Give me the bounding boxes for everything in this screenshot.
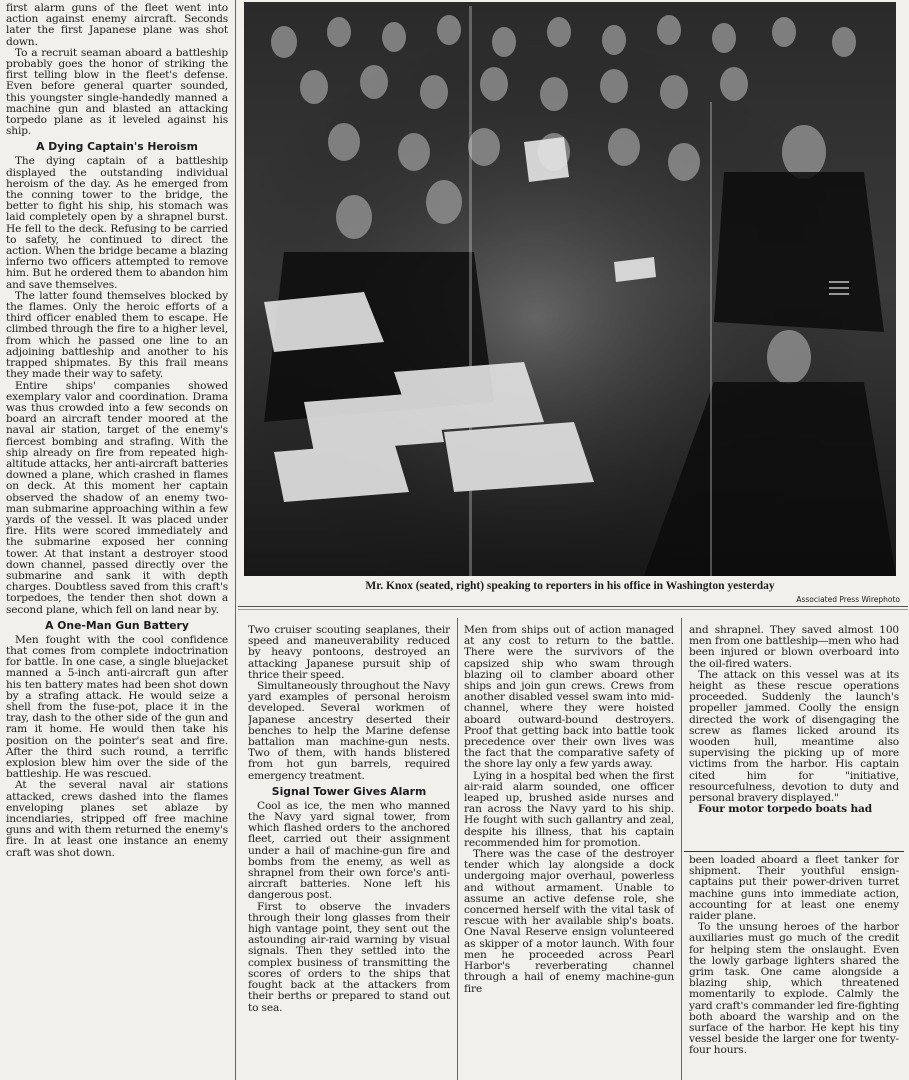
article-paragraph: The dying captain of a battleship displayed the outstanding individual heroism of the day. As he emerged from the conning tower to the bridge, the better to fight his ship, his stomach was laid completely open by a shrapnel burst. He fell to the deck. Refusing to be carried to safety, he continued to direct the action. When the bridge became a blazing inferno two officers attempted to remove him. But he ordered them to abandon him and save themselves. bbox=[6, 155, 228, 291]
subheading-signal-tower: Signal Tower Gives Alarm bbox=[271, 784, 427, 798]
article-paragraph: The attack on this vessel was at its height as these rescue operations proceeded. Suddenly the launch's propeller jammed. Coolly the ensign directed the work of disengaging the screw as flames licked around its wooden hull, meantime also supervising the picking up of more victims from the harbor. His captain cited him for "initiative, resourcefulness, devotion to duty and personal bravery displayed." bbox=[689, 668, 899, 805]
photo-credit: Associated Press Wirephoto bbox=[796, 595, 900, 604]
article-paragraph: Men fought with the cool confidence that comes from complete indoctrination for battle. In one case, a single bluejacket manned a 5-inch anti-aircraft gun after his ten battery mates had been shot down by a strafing attack. He would seize a shell from the fuse-pot, place it in the tray, dash to the other side of the gun and ram it home. He would then take his position on the pointer's seat and fire. After the third such round, a terrific explosion blew him over the side of the battleship. He was rescued. bbox=[6, 633, 228, 781]
article-paragraph: Simultaneously throughout the Navy yard examples of personal heroism developed. Several workmen of Japanese ancestry deserted their benches to help the Marine defense battalion man machine-gun nests. Two of them, with hands blistered from hot gun barrels, required emergency treatment. bbox=[248, 680, 450, 782]
article-paragraph: Two cruiser scouting seaplanes, their speed and maneuverability reduced by heavy pontoons, destroyed an attacking Japanese pursuit ship of thrice their speed. bbox=[248, 625, 450, 681]
article-paragraph: At the several naval air stations attacked, crews dashed into the flames enveloping planes set ablaze by incendiaries, stripped off free machine guns and with them returned the enemy's fire. In at least one instance an enemy craft was shot down. bbox=[6, 779, 228, 859]
column-rule bbox=[681, 618, 682, 1080]
news-photo-knox-press-conference bbox=[244, 2, 896, 576]
column-4-continued bbox=[689, 855, 899, 1077]
column-rule bbox=[235, 0, 236, 1080]
article-paragraph: first alarm guns of the fleet went into action against enemy aircraft. Seconds later the first Japanese plane was shot down. bbox=[6, 3, 228, 48]
column-1 bbox=[6, 3, 228, 1078]
article-paragraph: To the unsung heroes of the harbor auxiliaries must go much of the credit for helping stem the onslaught. Even the lowly garbage lighters shared the grim task. One came alongside a blazing ship, which threatened momentarily to explode. Calmly the yard craft's commander led fire-fighting both aboard the warship and on the surface of the harbor. He kept his tiny vessel beside the larger one for twenty-four hours. bbox=[689, 921, 899, 1057]
subheading-one-man-gun: A One-Man Gun Battery bbox=[45, 618, 189, 632]
photo-bottom-rule-2 bbox=[238, 609, 908, 610]
article-paragraph: and shrapnel. They saved almost 100 men from one battleship—men who had been injured or blown overboard into the oil-fired waters. bbox=[689, 625, 899, 670]
column-rule bbox=[457, 618, 458, 1080]
article-paragraph: Lying in a hospital bed when the first air-raid alarm sounded, one officer leaped up, brushed aside nurses and ran across the Navy yard to his ship. He fought with such gallantry and zeal, despite his illness, that his captain recommended him for promotion. bbox=[464, 769, 674, 849]
column-3 bbox=[464, 625, 674, 1077]
article-paragraph: There was the case of the destroyer tender which lay alongside a dock undergoing major overhaul, powerless and without armament. Unable to assume an active defense role, she concerned herself with the vital task of rescue with her available ship's boats. One Naval Reserve ensign volunteered as skipper of a motor launch. With four men he proceeded across Pearl Harbor's reverberating channel through a hail of enemy machine-gun fire bbox=[464, 848, 674, 995]
column-2 bbox=[248, 625, 450, 1077]
article-paragraph: been loaded aboard a fleet tanker for shipment. Their youthful ensign-captains put their power-driven turret machine guns into immediate action, accounting for at least one enemy raider plane. bbox=[689, 855, 899, 923]
article-paragraph: To a recruit seaman aboard a battleship probably goes the honor of striking the first telling blow in the fleet's defense. Even before general quarter sounded, this youngster single-handedly manned a machine gun and blasted an attacking torpedo plane as it leveled against his ship. bbox=[6, 46, 228, 138]
article-paragraph: Cool as ice, the men who manned the Navy yard signal tower, from which flashed orders to the anchored fleet, carried out their assignment under a hail of machine-gun fire and bombs from the enemy, as well as shrapnel from their own force's anti-aircraft batteries. None left his dangerous post. bbox=[248, 799, 450, 902]
photo-image bbox=[244, 2, 896, 576]
column-4 bbox=[689, 625, 899, 850]
article-paragraph: Four motor torpedo boats had bbox=[698, 803, 872, 816]
article-paragraph: Men from ships out of action managed at any cost to return to the battle. There were the survivors of the capsized ship who swam through blazing oil to clamber aboard other ships and join gun crews. Crews from another disabled vessel swam into mid-channel, where they were hoisted aboard outward-bound destroyers. Proof that getting back into battle took precedence over their own lives was the fact that the comparative safety of the shore lay only a few yards away. bbox=[464, 625, 674, 771]
photo-caption: Mr. Knox (seated, right) speaking to reporters in his office in Washington yesterday bbox=[365, 580, 775, 592]
photo-bottom-rule bbox=[238, 606, 908, 607]
article-paragraph: The latter found themselves blocked by the flames. Only the heroic efforts of a third officer enabled them to escape. He climbed through the fire to a higher level, from which he passed one line to an adjoining battleship and another to his trapped shipmates. By this frail means they made their way to safety. bbox=[6, 289, 228, 381]
subheading-dying-captain: A Dying Captain's Heroism bbox=[36, 140, 198, 154]
column-4-break-rule bbox=[684, 851, 904, 852]
article-paragraph: Entire ships' companies showed exemplary valor and coordination. Drama was thus crowded into a few seconds on board an aircraft tender moored at the naval air station, target of the enemy's fiercest bombing and strafing. With the ship already on fire from repeated high-altitude attacks, her anti-aircraft batteries downed a plane, which crashed in flames on deck. At this moment her captain observed the shadow of an enemy two-man submarine approaching within a few yards of the vessel. It was placed under fire. Hits were scored immediately and the submarine exposed her conning tower. At that instant a destroyer stood down channel, passed directly over the submarine and sank it with depth charges. Doubtless saved from this craft's torpedoes, the tender then shot down a second plane, which fell on land near by. bbox=[6, 379, 228, 616]
article-paragraph: First to observe the invaders through their long glasses from their high vantage point, they sent out the astounding air-raid warning by visual signals. Then they settled into the complex business of transmitting the scores of orders to the ships that fought back at the attackers from their berths or prepared to stand out to sea. bbox=[248, 900, 450, 1014]
